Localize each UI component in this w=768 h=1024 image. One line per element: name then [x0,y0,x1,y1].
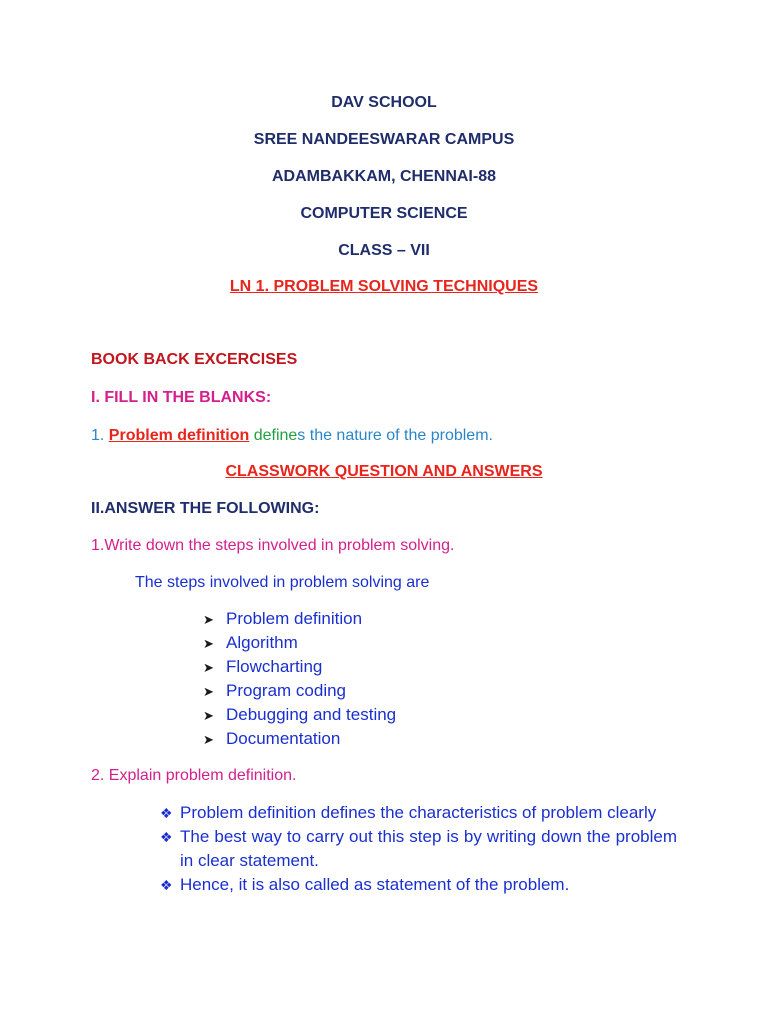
list-item: ➤ Flowcharting [203,656,322,678]
question-number: 1. [91,427,109,444]
fill-blank-question-1 [91,426,493,446]
fill-blanks-heading: I. FILL IN THE BLANKS: [91,389,272,406]
school-name: DAV SCHOOL [331,94,437,111]
arrow-bullet-icon: ➤ [203,732,214,747]
campus-name: SREE NANDEESWARAR CAMPUS [253,131,515,148]
question-2: 2. Explain problem definition. [91,767,297,784]
subject-title: COMPUTER SCIENCE [300,205,468,222]
arrow-bullet-icon: ➤ [203,636,214,651]
diamond-bullet-icon: ❖ [160,829,173,845]
steps-intro: The steps involved in problem solving are [135,574,430,591]
diamond-bullet-icon: ❖ [160,877,173,893]
list-item: ➤ Documentation [203,728,340,750]
list-item: ➤ Algorithm [203,632,298,654]
arrow-bullet-icon: ➤ [203,612,214,627]
book-back-heading: BOOK BACK EXCERCISES [91,351,298,368]
arrow-bullet-icon: ➤ [203,684,214,699]
school-address: ADAMBAKKAM, CHENNAI-88 [272,168,496,185]
list-item: ➤ Program coding [203,680,346,702]
list-item: ➤ Problem definition [203,608,362,630]
list-item: ❖ Problem definition defines the characteristics of problem clearly [160,801,677,825]
lesson-title: LN 1. PROBLEM SOLVING TECHNIQUES [229,278,539,295]
word-define: define [253,427,298,444]
question-rest: the nature of the problem. [305,427,493,444]
question-1: 1.Write down the steps involved in problem solving. [91,537,455,554]
diamond-bullet-icon: ❖ [160,805,173,821]
list-item: ❖ Hence, it is also called as statement of the problem. [160,873,677,897]
blank-answer: Problem definition [108,427,250,444]
classwork-heading: CLASSWORK QUESTION AND ANSWERS [225,463,543,480]
arrow-bullet-icon: ➤ [203,660,214,675]
arrow-bullet-icon: ➤ [203,708,214,723]
class-title: CLASS – VII [338,242,430,259]
word-suffix: s [297,427,306,444]
answer-following-heading: II.ANSWER THE FOLLOWING: [91,500,320,517]
list-item: ❖ The best way to carry out this step is by writing down the problem in clear statement. [160,827,677,870]
list-item: ➤ Debugging and testing [203,704,396,726]
